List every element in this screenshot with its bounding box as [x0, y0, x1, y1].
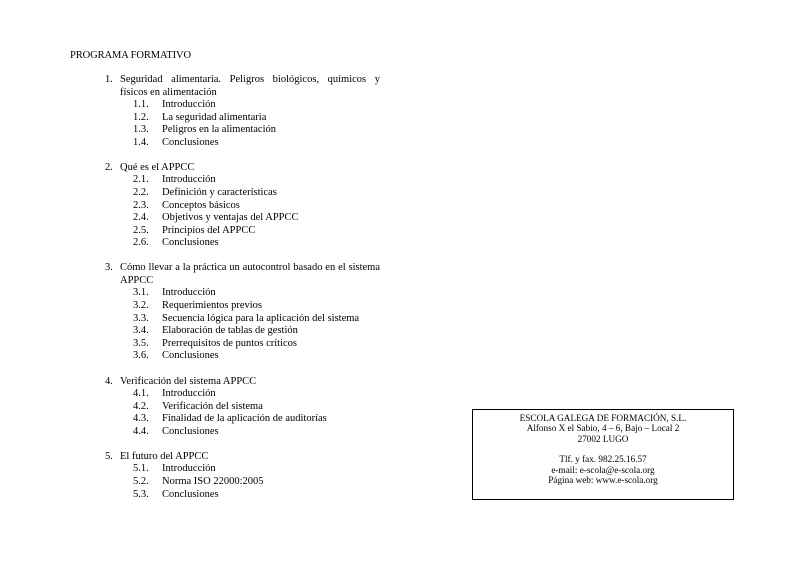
item-number: 1.2. — [133, 111, 149, 123]
program-section — [105, 162, 380, 250]
section-number: 5. — [105, 450, 113, 462]
section-items — [133, 287, 380, 363]
item-text: Conclusiones — [162, 237, 219, 249]
list-item — [133, 338, 380, 351]
item-text: Secuencia lógica para la aplicación del sistema — [162, 312, 360, 324]
item-text: Norma ISO 22000:2005 — [162, 475, 264, 487]
section-title-text: Qué es el APPCC — [120, 161, 195, 173]
company-email: e-mail: e-scola@e-scola.org — [551, 464, 655, 475]
section-title-text: Cómo llevar a la práctica un autocontrol basado en el sistema APPCC — [120, 262, 380, 286]
item-number: 3.3. — [133, 312, 149, 324]
section-items — [133, 99, 380, 149]
section-number: 1. — [105, 74, 113, 85]
item-number: 2.6. — [133, 237, 149, 249]
section-title — [105, 74, 380, 99]
list-item — [133, 388, 380, 401]
list-item — [133, 200, 380, 213]
company-name: ESCOLA GALEGA DE FORMACIÓN, S.L. — [519, 413, 687, 423]
item-number: 5.3. — [133, 488, 149, 500]
company-city: 27002 LUGO — [577, 433, 629, 444]
item-number: 4.4. — [133, 425, 149, 437]
item-text: Conclusiones — [162, 350, 219, 362]
list-item — [133, 401, 380, 414]
item-text: Objetivos y ventajas del APPCC — [162, 212, 299, 224]
item-text: Introducción — [162, 388, 216, 399]
program-section — [105, 262, 380, 363]
item-number: 2.2. — [133, 186, 149, 198]
section-title-text: Seguridad alimentaria. Peligros biológicos, químicos y físicos en alimentación — [120, 74, 380, 98]
item-number: 4.3. — [133, 413, 149, 425]
item-number: 3.5. — [133, 337, 149, 349]
list-item — [133, 476, 380, 489]
section-number: 2. — [105, 161, 113, 173]
list-item — [133, 112, 380, 125]
program-list — [105, 74, 380, 514]
list-item — [133, 225, 380, 238]
section-title-text: Verificación del sistema APPCC — [120, 375, 257, 387]
company-address: Alfonso X el Sabio, 4 – 6, Bajo – Local 2 — [526, 423, 680, 434]
section-items — [133, 388, 380, 438]
item-text: Conclusiones — [162, 488, 219, 500]
item-text: Introducción — [162, 463, 216, 475]
item-text: Conceptos básicos — [162, 199, 240, 211]
item-number: 2.5. — [133, 224, 149, 236]
list-item — [133, 212, 380, 225]
item-text: Peligros en la alimentación — [162, 124, 277, 136]
item-number: 5.1. — [133, 463, 149, 475]
item-number: 4.1. — [133, 388, 149, 399]
item-text: Requerimientos previos — [162, 300, 263, 312]
section-items — [133, 463, 380, 501]
list-item — [133, 413, 380, 426]
item-text: Introducción — [162, 174, 216, 186]
contact-box — [472, 409, 734, 500]
list-item — [133, 463, 380, 476]
section-number: 3. — [105, 262, 113, 274]
section-title — [105, 376, 380, 389]
item-text: Introducción — [162, 287, 216, 299]
item-number: 3.4. — [133, 325, 149, 337]
program-section — [105, 376, 380, 439]
list-item — [133, 350, 380, 363]
item-text: Elaboración de tablas de gestión — [162, 325, 298, 337]
item-number: 1.4. — [133, 136, 149, 148]
item-number: 2.4. — [133, 212, 149, 224]
item-number: 3.1. — [133, 287, 149, 299]
item-text: Introducción — [162, 99, 216, 110]
program-section — [105, 451, 380, 501]
item-text: Conclusiones — [162, 136, 219, 148]
list-item — [133, 137, 380, 150]
item-text: Prerrequisitos de puntos críticos — [162, 337, 298, 349]
list-item — [133, 426, 380, 439]
section-items — [133, 174, 380, 250]
item-number: 3.6. — [133, 350, 149, 362]
program-section — [105, 74, 380, 149]
list-item — [133, 124, 380, 137]
list-item — [133, 300, 380, 313]
list-item — [133, 174, 380, 187]
list-item — [133, 187, 380, 200]
list-item — [133, 99, 380, 112]
item-number: 1.1. — [133, 99, 149, 110]
section-title — [105, 262, 380, 287]
item-number: 5.2. — [133, 475, 149, 487]
company-phone: Tlf. y fax. 982.25.16.57 — [559, 454, 647, 465]
section-title — [105, 162, 380, 175]
list-item — [133, 287, 380, 300]
item-text: La seguridad alimentaria — [162, 111, 267, 123]
list-item — [133, 325, 380, 338]
list-item — [133, 313, 380, 326]
item-text: Verificación del sistema — [162, 400, 263, 412]
item-number: 2.1. — [133, 174, 149, 186]
item-number: 1.3. — [133, 124, 149, 136]
item-text: Finalidad de la aplicación de auditorías — [162, 413, 327, 425]
item-number: 4.2. — [133, 400, 149, 412]
item-number: 2.3. — [133, 199, 149, 211]
page-heading: PROGRAMA FORMATIVO — [70, 50, 192, 61]
list-item — [133, 489, 380, 502]
section-title-text: El futuro del APPCC — [120, 450, 209, 462]
section-title — [105, 451, 380, 464]
company-web: Página web: www.e-scola.org — [548, 475, 658, 486]
item-text: Definición y características — [162, 186, 277, 198]
item-text: Principios del APPCC — [162, 224, 256, 236]
item-number: 3.2. — [133, 300, 149, 312]
section-number: 4. — [105, 375, 113, 387]
list-item — [133, 237, 380, 250]
item-text: Conclusiones — [162, 425, 219, 437]
